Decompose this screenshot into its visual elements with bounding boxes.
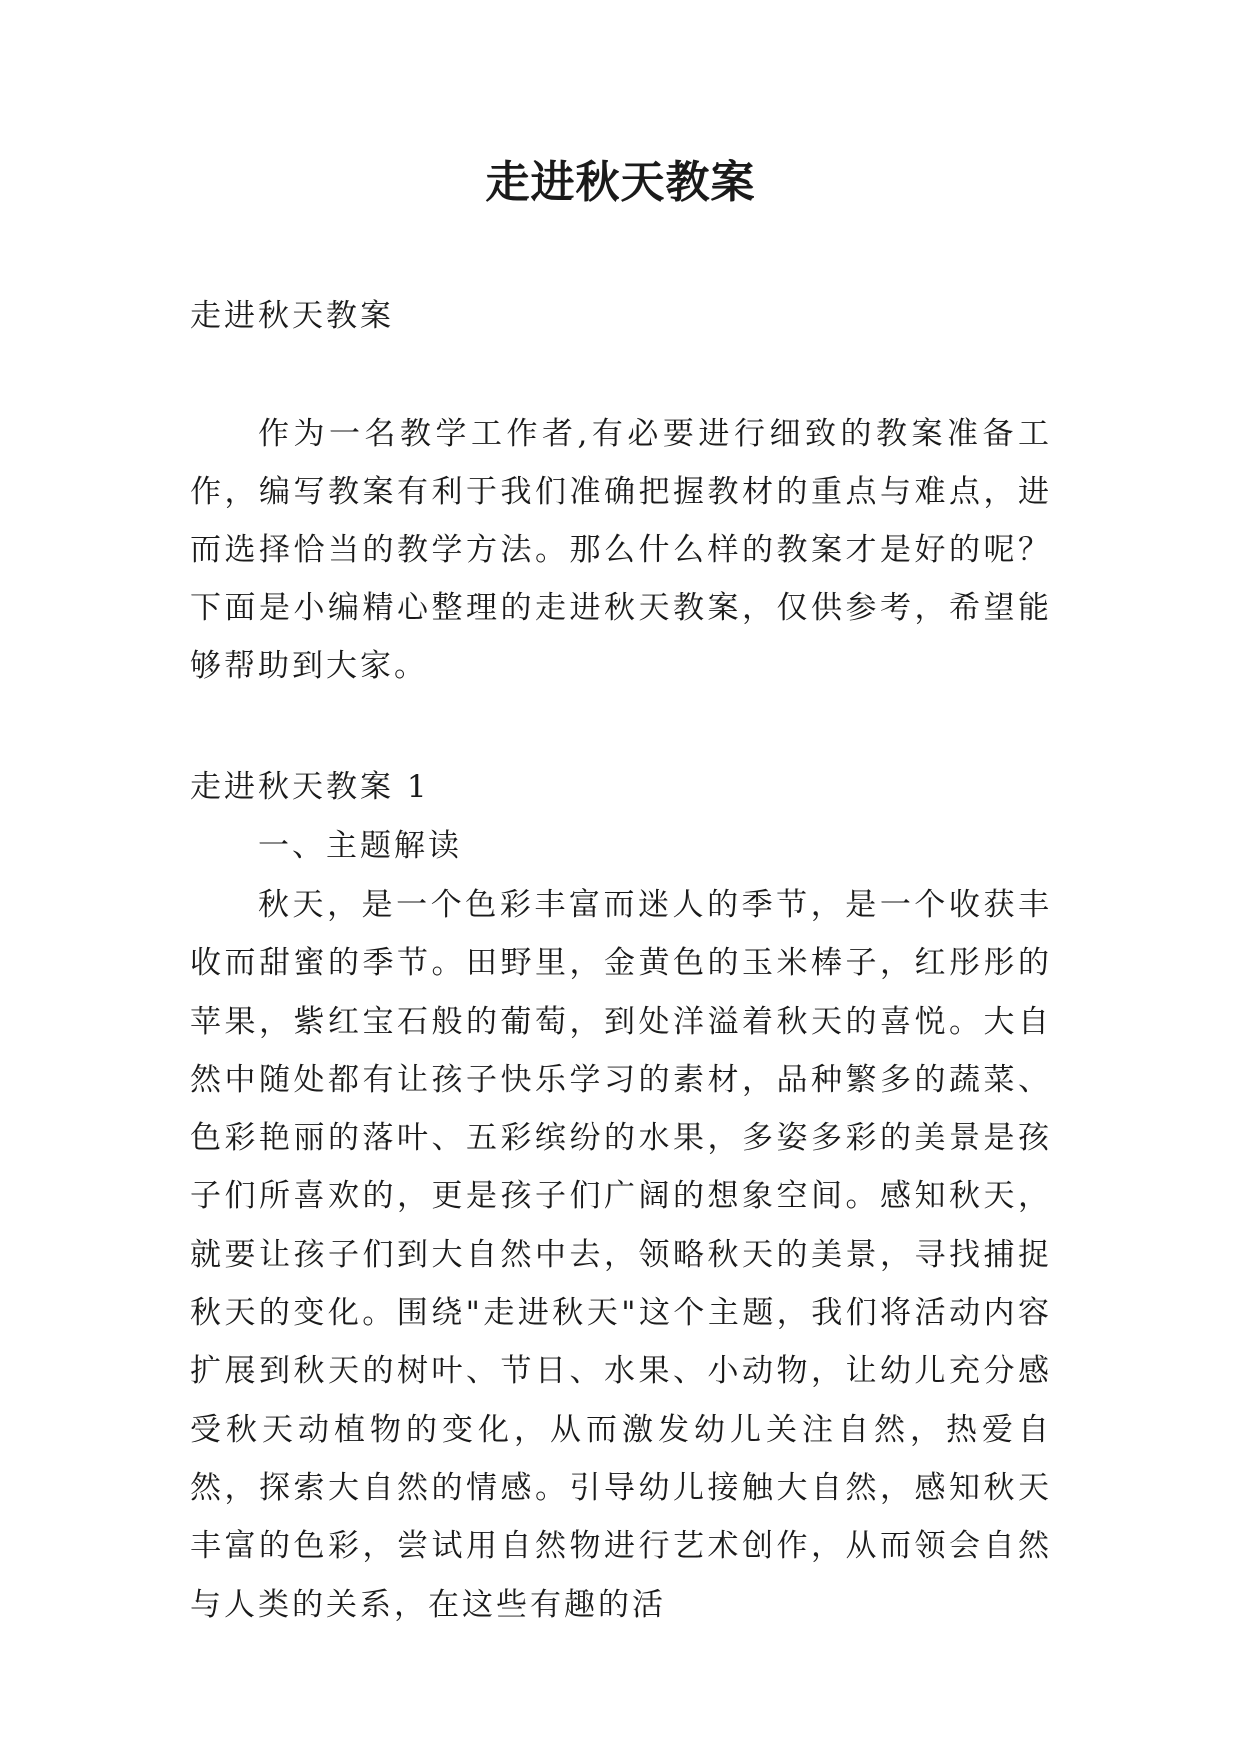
sub-heading: 一、主题解读 — [258, 828, 462, 864]
document-subtitle: 走进秋天教案 — [190, 298, 394, 334]
document-title: 走进秋天教案 — [485, 157, 756, 208]
body-paragraph: 秋天，是一个色彩丰富而迷人的季节，是一个收获丰收而甜蜜的季节。田野里，金黄色的玉米棒子，红彤彤的苹果，紫红宝石般的葡萄，到处洋溢着秋天的喜悦。大自然中随处都有让孩子快乐学习的素材，品种繁多的蔬菜、色彩艳丽的落叶、五彩缤纷的水果，多姿多彩的美景是孩子们所喜欢的，更是孩子们广阔的想象空间。感知秋天，就要让孩子们到大自然中去，领略秋天的美景，寻找捕捉秋天的变化。围绕"走进秋天"这个主题，我们将活动内容扩展到秋天的树叶、节日、水果、小动物，让幼儿充分感受秋天动植物的变化，从而激发幼儿关注自然，热爱自然，探索大自然的情感。引导幼儿接触大自然，感知秋天丰富的色彩，尝试用自然物进行艺术创作，从而领会自然与人类的关系，在这些有趣的活 — [190, 887, 1052, 1623]
intro-paragraph: 作为一名教学工作者,有必要进行细致的教案准备工作，编写教案有利于我们准确把握教材的重点与难点，进而选择恰当的教学方法。那么什么样的教案才是好的呢？下面是小编精心整理的走进秋天教案，仅供参考，希望能够帮助到大家。 — [190, 416, 1052, 684]
section-heading: 走进秋天教案 1 — [190, 769, 430, 805]
